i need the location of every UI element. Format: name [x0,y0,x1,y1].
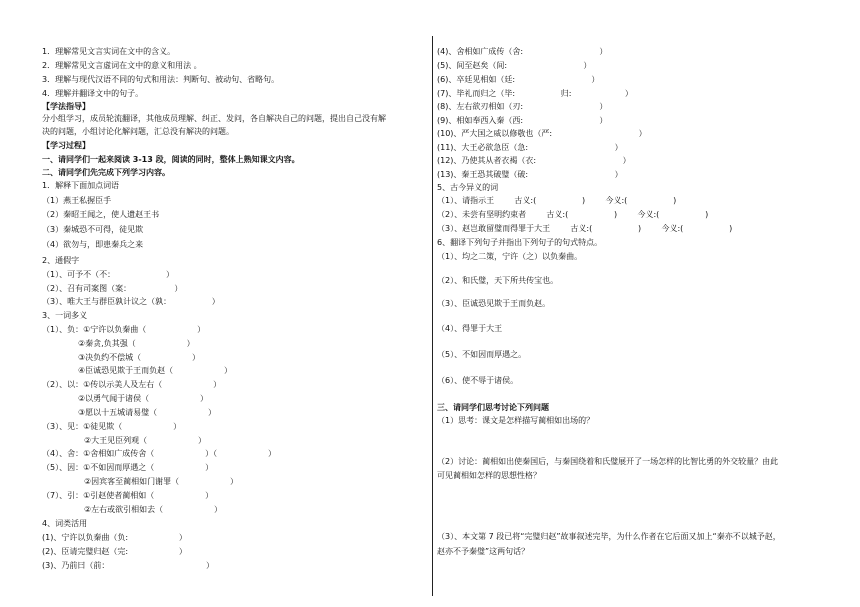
q4-cont-12: (12)、乃使其从者衣褐（衣: ） [437,156,631,165]
q4-cont-10: (10)、严大国之威以修敬也（严: ） [437,129,647,138]
method-heading: 【学法指导】 [42,102,90,111]
q6-title: 6、翻译下列句子并指出下列句子的句式特点。 [437,238,603,247]
task-1: 一、请同学们一起来阅读 3-13 段，阅读的同时，整体上熟知课文内容。 [42,155,300,164]
q4-item-2: (2)、臣请完璧归赵（完: ） [42,547,187,556]
q4-title: 4、词类活用 [42,519,88,528]
q3-line-11: （5）、因：①不如因而厚遇之（ ） [42,463,214,472]
method-text-1: 分小组学习，成员轮流翻译，其他成员理解、纠正、发问，各自解决自己的问题，提出自己没有解 [42,114,386,123]
q4-cont-8: (8)、左右欲刃相如（刃: ） [437,102,608,111]
q3-title: 3、一词多义 [42,311,88,320]
q4-item-1: (1)、宁许以负秦曲（负: ） [42,533,187,542]
method-text-2: 决的问题，小组讨论化解问题，汇总没有解决的问题。 [42,127,234,136]
task-2: 二、请同学们先完成下列学习内容。 [42,168,170,177]
objective-3: 3．理解与现代汉语不同的句式和用法：判断句、被动句、省略句。 [42,75,280,84]
q4-cont-11: (11)、大王必欲急臣（急: ） [437,143,623,152]
discussion-q3-line-1: （3）、本文第 7 段已将“完璧归赵”故事叙述完毕，为什么作者在它后面又加上“秦亦不以城予赵， [437,532,781,541]
q4-cont-9: (9)、相如奉西入秦（西: ） [437,116,608,125]
q3-line-5: （2）、以：①传以示美人及左右（ ） [42,380,222,389]
q2-item-3: （3）、唯大王与群臣孰计议之（孰： ） [42,297,220,306]
discussion-q2-line-2: 可见蔺相如怎样的思想性格？ [437,471,541,480]
q5-item-2: （2）、未尝有坚明约束者 古义:( ) 今义:( ) [437,210,709,219]
q2-item-1: （1）、可予不（不： ） [42,270,174,279]
q3-line-10: （4）、舍：①舍相如广成传舍（ ）（ ） [42,449,276,458]
q2-item-2: （2）、召有司案图（案： ） [42,284,183,293]
task-3: 三、请同学们思考讨论下列问题 [437,403,549,412]
q4-cont-13: (13)、秦王恐其破璧（破: ） [437,170,623,179]
q3-line-7: ③愿以十五城请易璧（ ） [78,408,217,417]
column-divider [432,36,433,596]
q6-item-6: （6）、使不辱于诸侯。 [437,376,519,385]
q5-title: 5、古今异义的词 [437,183,499,192]
q4-cont-7: (7)、毕礼而归之（毕: 归: ） [437,89,633,98]
q3-line-14: ②左右或欲引相如去（ ） [84,505,223,514]
q4-item-3: (3)、乃前曰（前： ） [42,561,214,570]
q6-item-4: （4）、得罪于大王 [437,324,503,333]
q5-item-3: （3）、赵岂敢留璧而得罪于大王 古义:( ) 今义:( ) [437,224,733,233]
q5-item-1: （1）、请指示王 古义:( ) 今义:( ) [437,196,677,205]
q1-item-1: （1）燕王私握臣手 [42,196,112,205]
q2-title: 2、通假字 [42,256,80,265]
q3-line-12: ②因宾客至蔺相如门谢罪（ ） [84,477,239,486]
q3-line-6: ②以勇气闻于诸侯（ ） [78,394,209,403]
q4-cont-5: (5)、间至赵矣（间: ） [437,61,592,70]
objective-2: 2．理解常见文言虚词在文中的意义和用法 。 [42,61,202,70]
q6-item-3: （3）、臣诚恐见欺于王而负赵。 [437,299,551,308]
q3-line-13: （7）、引：①引赵使者蔺相如（ ） [42,491,214,500]
q1-item-3: （3）秦城恐不可得，徒见欺 [42,225,144,234]
q4-cont-4: (4)、舍相如广成传（舍: ） [437,47,608,56]
q6-item-5: （5）、不如因而厚遇之。 [437,350,527,359]
discussion-q3-line-2: 赵亦不予秦璧”这两句话？ [437,547,530,556]
q1-item-2: （2）秦昭王闻之，使人遗赵王书 [42,210,160,219]
q3-line-8: （3）、见：①徒见欺（ ） [42,422,182,431]
q3-line-3: ③决负约不偿城（ ） [78,353,201,362]
q1-title: 1．解释下面加点词语 [42,181,120,190]
q3-line-9: ②大王见臣列观（ ） [84,436,207,445]
discussion-q2-line-1: （2）讨论：蔺相如出使秦国后，与秦国绕着和氏璧展开了一场怎样的比智比勇的外交较量？由此 [437,457,779,466]
objective-1: 1．理解常见文言实词在文中的含义。 [42,47,176,56]
process-heading: 【学习过程】 [42,141,90,150]
q1-item-4: （4）欲勿与，即患秦兵之来 [42,240,144,249]
q3-line-4: ④臣诚恐见欺于王而负赵（ ） [78,366,233,375]
q6-item-1: （1）、均之二策，宁许（之）以负秦曲。 [437,252,583,261]
objective-4: 4．理解并翻译文中的句子。 [42,89,144,98]
q4-cont-6: (6)、卒廷见相如（廷: ） [437,75,600,84]
discussion-q1: （1）思考：课文是怎样描写蔺相如出场的？ [437,416,595,425]
q3-line-1: （1）、负：①宁许以负秦曲（ ） [42,325,206,334]
q6-item-2: （2）、和氏璧，天下所共传宝也。 [437,276,559,285]
q3-line-2: ②秦贪,负其强（ ） [78,339,195,348]
